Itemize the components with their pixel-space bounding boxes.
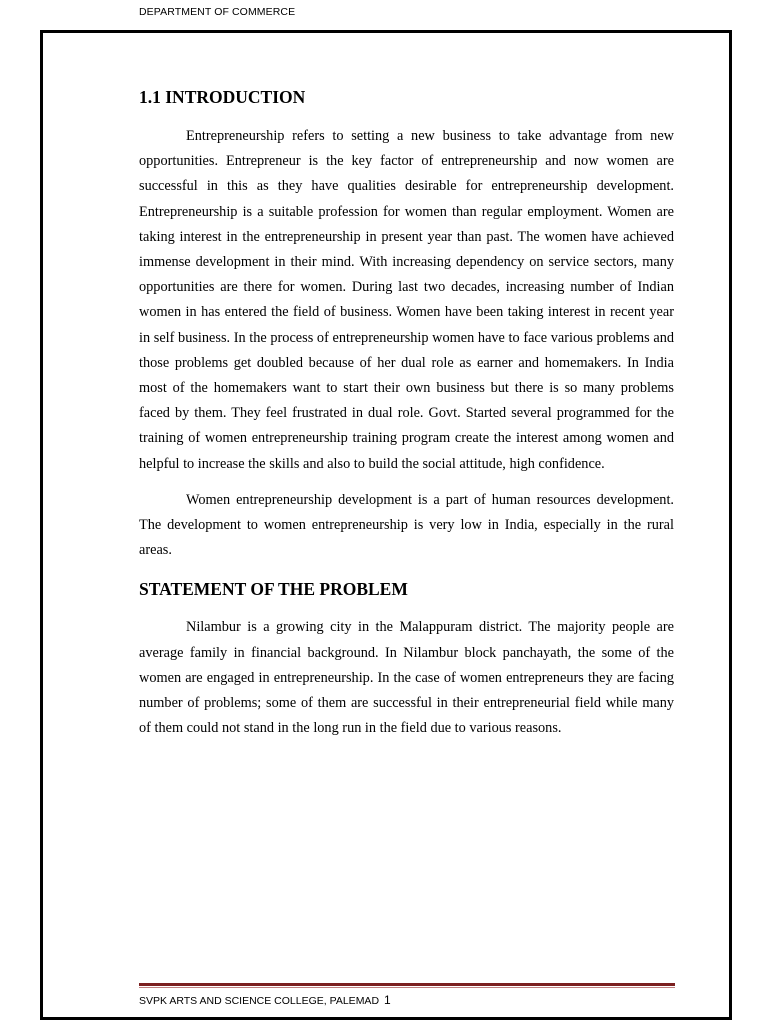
footer-college: SVPK ARTS AND SCIENCE COLLEGE, PALEMAD (139, 995, 380, 1007)
page-number: 1 (383, 993, 391, 1007)
page-content (139, 85, 674, 741)
introduction-paragraph-1: Entrepreneurship refers to setting a new business to take advantage from new opportunities. Entrepreneur is the key factor of entrepreneurship and now women are successful in this as they have qualities desirable for entrepreneurship development. Entrepreneurship is a suitable profession for women than regular employment. Women are taking interest in the entrepreneurship in present year than past. The women have achieved immense development in their mind. With increasing dependency on service sectors, many opportunities are there for women. During last two decades, increasing number of Indian women in has entered the field of business. Women have been taking interest in recent year in self business. In the process of entrepreneurship women have to face various problems and those problems get doubled because of her dual role as earner and homemakers. In India most of the homemakers want to start their own business but there is so many problems faced by them. They feel frustrated in dual role. Govt. Started several programmed for the training of women entrepreneurship training program create the interest among women and helpful to increase the skills and also to build the social attitude, high confidence. (139, 128, 674, 472)
page-header: DEPARTMENT OF COMMERCE (139, 6, 296, 18)
problem-heading: STATEMENT OF THE PROBLEM (139, 579, 408, 600)
footer-rule-thin (139, 987, 675, 988)
introduction-paragraph-2: Women entrepreneurship development is a part of human resources development. The development to women entrepreneurship is very low in India, especially in the rural areas. (139, 491, 674, 559)
page-footer (139, 993, 391, 1007)
problem-paragraph-1: Nilambur is a growing city in the Malappuram district. The majority people are average family in financial background. In Nilambur block panchayath, the some of the women are engaged in entrepreneurship. In the case of women entrepreneurs they are facing number of problems; some of them are successful in their entrepreneurial field while many of them could not stand in the long run in the field due to various reasons. (139, 619, 674, 737)
footer-rule (139, 983, 675, 986)
introduction-heading: 1.1 INTRODUCTION (139, 87, 306, 107)
